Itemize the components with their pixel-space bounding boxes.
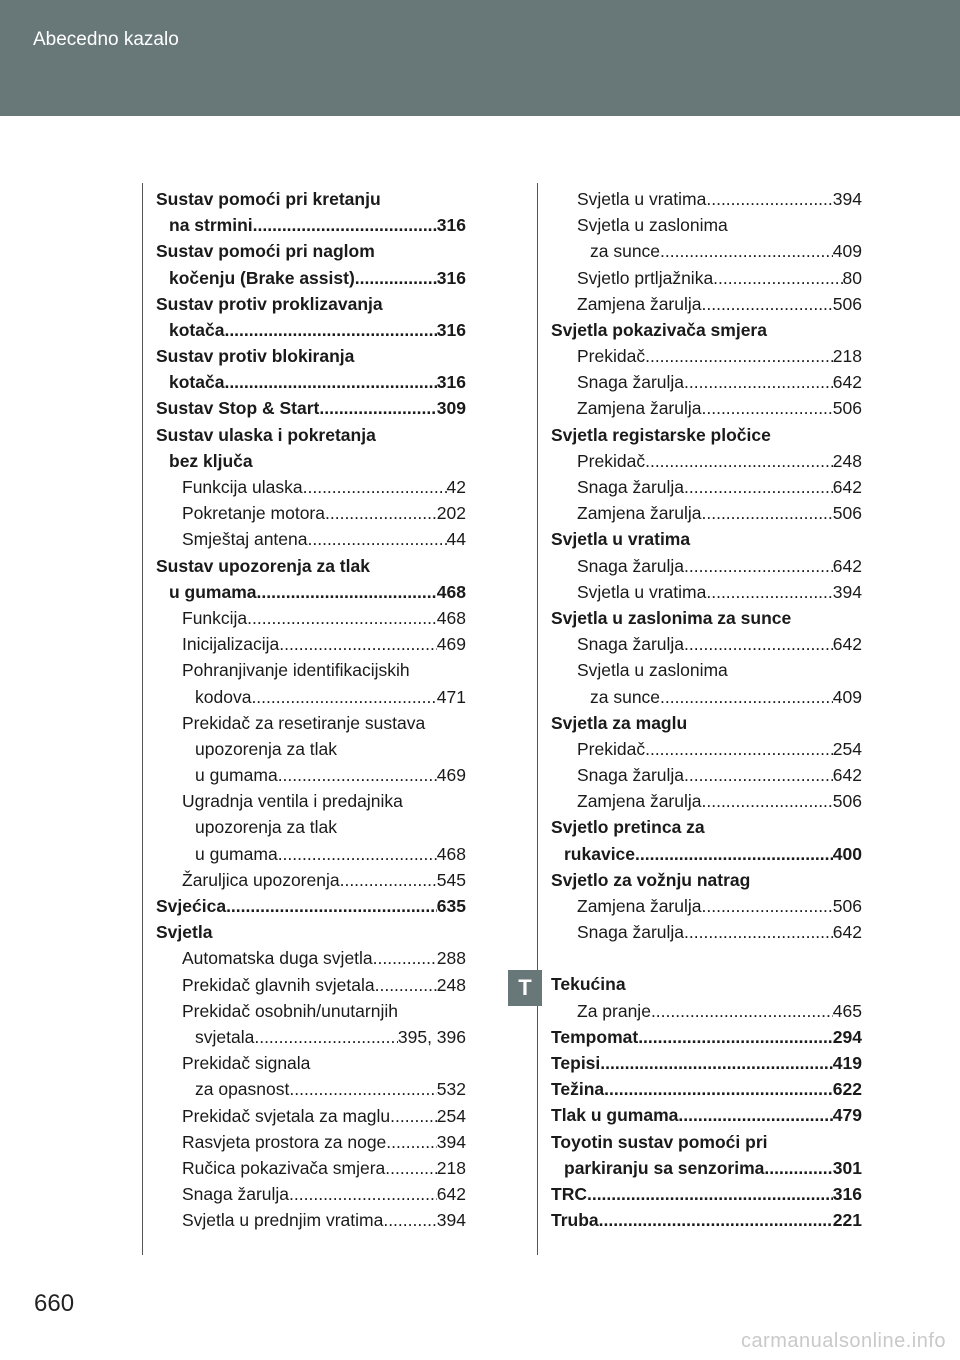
index-entry [551, 867, 862, 893]
entry-page: 642 [832, 634, 862, 655]
entry-term: Sustav ulaska i pokretanja [156, 424, 376, 445]
entry-page: 642 [832, 477, 862, 498]
leader-dots [308, 526, 447, 552]
index-entry [551, 919, 862, 945]
entry-term: svjetala [195, 1026, 255, 1047]
entry-page: 394 [436, 1210, 466, 1231]
entry-page: 316 [832, 1183, 862, 1204]
entry-term: Svjetla u zaslonima [577, 215, 728, 236]
leader-dots [224, 369, 436, 395]
index-entry [156, 1155, 466, 1181]
entry-page: 44 [446, 529, 466, 550]
entry-term: Automatska duga svjetla [182, 948, 373, 969]
entry-term: kotača [169, 319, 225, 340]
entry-term: Svjetla za maglu [551, 712, 688, 733]
entry-page: 316 [436, 215, 466, 236]
entry-page: 468 [436, 607, 466, 628]
index-entry [551, 762, 862, 788]
entry-page: 471 [436, 686, 466, 707]
entry-term: Zamjena žarulja [577, 293, 702, 314]
leader-dots [373, 945, 437, 971]
index-entry [551, 971, 862, 997]
leader-dots [651, 998, 833, 1024]
index-column-right [551, 186, 862, 1233]
leader-dots [702, 788, 833, 814]
entry-page: 469 [436, 634, 466, 655]
index-entry [156, 736, 466, 762]
entry-page: 400 [832, 843, 862, 864]
index-entry [156, 893, 466, 919]
index-entry [156, 579, 466, 605]
leader-dots [257, 579, 437, 605]
entry-page: 294 [832, 1026, 862, 1047]
index-entry [551, 788, 862, 814]
entry-page: 642 [832, 765, 862, 786]
leader-dots [706, 579, 832, 605]
entry-term: kočenju (Brake assist) [169, 267, 355, 288]
index-entry [551, 1050, 862, 1076]
entry-term: Snaga žarulja [577, 372, 685, 393]
entry-page: 42 [446, 477, 466, 498]
index-entry [551, 265, 862, 291]
index-entry [551, 448, 862, 474]
entry-page: 468 [436, 581, 466, 602]
entry-page: 479 [832, 1105, 862, 1126]
section-tab: T [508, 970, 542, 1006]
index-entry [156, 762, 466, 788]
leader-dots [706, 186, 832, 212]
entry-page: 316 [436, 267, 466, 288]
index-entry [156, 265, 466, 291]
leader-dots [764, 1155, 832, 1181]
entry-term: Svjetla u vratima [577, 188, 707, 209]
entry-term: Snaga žarulja [577, 765, 685, 786]
entry-term: Toyotin sustav pomoći pri [551, 1131, 768, 1152]
leader-dots [645, 448, 833, 474]
index-entry [156, 317, 466, 343]
entry-term: Tlak u gumama [551, 1105, 679, 1126]
leader-dots [604, 1076, 833, 1102]
entry-term: upozorenja za tlak [195, 817, 338, 838]
index-entry [156, 1024, 466, 1050]
entry-term: Svjetla u zaslonima [577, 660, 728, 681]
index-entry [551, 396, 862, 422]
index-entry [551, 1181, 862, 1207]
index-entry [156, 710, 466, 736]
index-column-left [156, 186, 466, 1234]
index-entry [551, 343, 862, 369]
index-entry [156, 1129, 466, 1155]
entry-term: Tempomat [551, 1026, 639, 1047]
leader-dots [638, 1024, 833, 1050]
index-entry [156, 238, 466, 264]
index-entry [551, 1129, 862, 1155]
index-entry [156, 369, 466, 395]
index-entry [551, 710, 862, 736]
index-entry [551, 238, 862, 264]
leader-dots [383, 1207, 436, 1233]
entry-term: Svjetla u vratima [577, 581, 707, 602]
entry-term: Žaruljica upozorenja [182, 869, 340, 890]
entry-term: upozorenja za tlak [195, 738, 338, 759]
index-entry [551, 500, 862, 526]
entry-term: Svjetlo prtljažnika [577, 267, 714, 288]
index-entry [156, 343, 466, 369]
watermark: carmanualsonline.info [740, 1330, 946, 1352]
entry-term: Inicijalizacija [182, 634, 280, 655]
index-entry [156, 1181, 466, 1207]
leader-dots [289, 1076, 436, 1102]
index-entry [156, 500, 466, 526]
leader-dots [600, 1050, 833, 1076]
entry-page: 409 [832, 686, 862, 707]
entry-term: Pohranjivanje identifikacijskih [182, 660, 410, 681]
index-entry [551, 1024, 862, 1050]
leader-dots [375, 972, 437, 998]
index-entry [551, 474, 862, 500]
index-entry [156, 841, 466, 867]
entry-term: Sustav pomoći pri naglom [156, 241, 375, 262]
entry-term: na strmini [169, 215, 253, 236]
index-entry [156, 919, 466, 945]
entry-term: Svjetla [156, 922, 213, 943]
entry-page: 642 [436, 1184, 466, 1205]
entry-term: bez ključa [169, 450, 253, 471]
entry-term: u gumama [195, 765, 278, 786]
index-entry [551, 815, 862, 841]
index-entry [156, 396, 466, 422]
leader-dots [289, 1181, 437, 1207]
entry-page: 218 [832, 346, 862, 367]
leader-dots [278, 841, 437, 867]
entry-term: Prekidač [577, 346, 646, 367]
entry-page: 635 [436, 896, 466, 917]
entry-term: za sunce [590, 241, 661, 262]
entry-term: Funkcija ulaska [182, 477, 303, 498]
entry-term: Svjećica [156, 896, 227, 917]
entry-term: Za pranje [577, 1000, 651, 1021]
index-entry [551, 1076, 862, 1102]
leader-dots [390, 1103, 437, 1129]
entry-page: 316 [436, 319, 466, 340]
leader-dots [702, 893, 833, 919]
entry-term: u gumama [169, 581, 257, 602]
leader-dots [645, 736, 833, 762]
leader-dots [355, 265, 437, 291]
entry-page: 248 [436, 974, 466, 995]
leader-dots [684, 369, 833, 395]
leader-dots [702, 500, 833, 526]
entry-term: Svjetla u zaslonima za sunce [551, 607, 792, 628]
leader-dots [226, 893, 437, 919]
entry-page: 288 [436, 948, 466, 969]
index-entry [551, 186, 862, 212]
entry-term: Prekidač za resetiranje sustava [182, 712, 426, 733]
leader-dots [660, 238, 833, 264]
index-entry [156, 788, 466, 814]
leader-dots [254, 1024, 398, 1050]
entry-term: Ručica pokazivača smjera [182, 1157, 386, 1178]
entry-page: 419 [832, 1052, 862, 1073]
leader-dots [279, 631, 437, 657]
entry-term: Svjetlo pretinca za [551, 817, 705, 838]
page-header [0, 0, 960, 116]
leader-dots [684, 762, 833, 788]
entry-page: 506 [832, 896, 862, 917]
index-entry [551, 893, 862, 919]
index-entry [156, 1207, 466, 1233]
leader-dots [251, 684, 436, 710]
entry-term: Truba [551, 1210, 599, 1231]
leader-dots [660, 684, 833, 710]
entry-term: Prekidač [577, 450, 646, 471]
index-entry [156, 1076, 466, 1102]
index-entry [551, 526, 862, 552]
leader-dots [278, 762, 437, 788]
index-entry [551, 579, 862, 605]
entry-term: Funkcija [182, 607, 248, 628]
index-entry [551, 291, 862, 317]
entry-page: 506 [832, 503, 862, 524]
leader-dots [340, 867, 437, 893]
index-entry [551, 631, 862, 657]
entry-page: 394 [436, 1131, 466, 1152]
entry-page: 248 [832, 450, 862, 471]
index-entry [156, 605, 466, 631]
entry-term: Sustav Stop & Start [156, 398, 320, 419]
index-entry [551, 1102, 862, 1128]
index-entry [156, 422, 466, 448]
entry-term: kodova [195, 686, 252, 707]
index-entry [156, 526, 466, 552]
entry-term: Rasvjeta prostora za noge [182, 1131, 387, 1152]
index-entry [551, 841, 862, 867]
entry-term: Prekidač osobnih/unutarnjih [182, 1000, 398, 1021]
entry-term: Težina [551, 1079, 605, 1100]
entry-term: Svjetla u vratima [551, 529, 691, 550]
entry-term: Zamjena žarulja [577, 398, 702, 419]
entry-term: za sunce [590, 686, 661, 707]
entry-term: Prekidač [577, 738, 646, 759]
index-entry [156, 448, 466, 474]
entry-term: Sustav pomoći pri kretanju [156, 188, 381, 209]
index-entry [551, 998, 862, 1024]
index-entry [156, 1050, 466, 1076]
column-rule-right [537, 183, 538, 1255]
index-entry [156, 553, 466, 579]
leader-dots [325, 500, 437, 526]
entry-page: 622 [832, 1079, 862, 1100]
leader-dots [386, 1129, 437, 1155]
index-entry [551, 736, 862, 762]
leader-dots [635, 841, 833, 867]
leader-dots [645, 343, 833, 369]
entry-term: Tekućina [551, 974, 626, 995]
leader-dots [684, 553, 833, 579]
entry-term: Svjetla registarske pločice [551, 424, 771, 445]
leader-dots [303, 474, 447, 500]
entry-term: TRC [551, 1183, 587, 1204]
entry-page: 506 [832, 293, 862, 314]
leader-dots [587, 1181, 833, 1207]
index-entry [156, 684, 466, 710]
index-entry [156, 815, 466, 841]
entry-term: Snaga žarulja [577, 555, 685, 576]
index-entry [156, 1103, 466, 1129]
entry-page: 301 [832, 1157, 862, 1178]
entry-page: 642 [832, 555, 862, 576]
entry-term: Snaga žarulja [182, 1184, 290, 1205]
index-entry [551, 684, 862, 710]
entry-page: 254 [436, 1105, 466, 1126]
entry-term: Snaga žarulja [577, 477, 685, 498]
index-entry [156, 867, 466, 893]
entry-term: u gumama [195, 843, 278, 864]
page-number: 660 [34, 1290, 75, 1317]
entry-term: Tepisi [551, 1052, 601, 1073]
index-entry [551, 422, 862, 448]
entry-page: 254 [832, 738, 862, 759]
entry-term: za opasnost [195, 1079, 290, 1100]
entry-page: 394 [832, 188, 862, 209]
index-entry [551, 369, 862, 395]
header-title: Abecedno kazalo [33, 29, 179, 50]
leader-dots [702, 291, 833, 317]
index-entry [551, 212, 862, 238]
entry-term: rukavice [564, 843, 636, 864]
index-entry [156, 631, 466, 657]
index-entry [156, 657, 466, 683]
leader-dots [224, 317, 436, 343]
index-entry [156, 998, 466, 1024]
entry-page: 468 [436, 843, 466, 864]
entry-page: 218 [436, 1157, 466, 1178]
entry-term: Sustav protiv blokiranja [156, 346, 355, 367]
leader-dots [319, 395, 436, 421]
entry-term: kotača [169, 372, 225, 393]
entry-page: 395, 396 [397, 1026, 466, 1047]
leader-dots [599, 1207, 833, 1233]
index-entry [551, 317, 862, 343]
index-entry [551, 553, 862, 579]
leader-dots [385, 1155, 437, 1181]
index-entry [551, 1155, 862, 1181]
entry-term: Ugradnja ventila i predajnika [182, 791, 403, 812]
entry-page: 80 [842, 267, 862, 288]
entry-term: Smještaj antena [182, 529, 308, 550]
index-entry [156, 291, 466, 317]
leader-dots [253, 212, 437, 238]
entry-page: 506 [832, 791, 862, 812]
index-entry [156, 945, 466, 971]
leader-dots [678, 1102, 832, 1128]
index-entry [551, 605, 862, 631]
entry-page: 221 [832, 1210, 862, 1231]
entry-term: Svjetla pokazivača smjera [551, 319, 767, 340]
entry-page: 316 [436, 372, 466, 393]
column-rule-left [142, 183, 143, 1255]
index-entry [156, 186, 466, 212]
entry-term: Svjetla u prednjim vratima [182, 1210, 384, 1231]
entry-term: Zamjena žarulja [577, 791, 702, 812]
entry-term: Zamjena žarulja [577, 503, 702, 524]
entry-term: Sustav protiv proklizavanja [156, 293, 383, 314]
entry-term: Zamjena žarulja [577, 896, 702, 917]
entry-term: Prekidač svjetala za maglu [182, 1105, 391, 1126]
entry-page: 409 [832, 241, 862, 262]
entry-term: Pokretanje motora [182, 503, 325, 524]
entry-page: 469 [436, 765, 466, 786]
entry-page: 532 [436, 1079, 466, 1100]
entry-page: 309 [436, 398, 466, 419]
entry-page: 202 [436, 503, 466, 524]
index-entry [156, 474, 466, 500]
entry-page: 394 [832, 581, 862, 602]
leader-dots [247, 605, 437, 631]
index-entry [156, 212, 466, 238]
entry-page: 506 [832, 398, 862, 419]
index-entry [551, 1207, 862, 1233]
entry-term: Prekidač glavnih svjetala [182, 974, 375, 995]
entry-term: Snaga žarulja [577, 634, 685, 655]
entry-term: Svjetlo za vožnju natrag [551, 869, 751, 890]
entry-term: Sustav upozorenja za tlak [156, 555, 370, 576]
index-entry [551, 657, 862, 683]
entry-term: parkiranju sa senzorima [564, 1157, 765, 1178]
entry-term: Snaga žarulja [577, 922, 685, 943]
entry-page: 545 [436, 869, 466, 890]
entry-page: 465 [832, 1000, 862, 1021]
entry-page: 642 [832, 922, 862, 943]
entry-term: Prekidač signala [182, 1053, 311, 1074]
leader-dots [684, 474, 833, 500]
index-entry [156, 972, 466, 998]
leader-dots [702, 395, 833, 421]
leader-dots [684, 919, 833, 945]
leader-dots [713, 265, 842, 291]
leader-dots [684, 631, 833, 657]
entry-page: 642 [832, 372, 862, 393]
